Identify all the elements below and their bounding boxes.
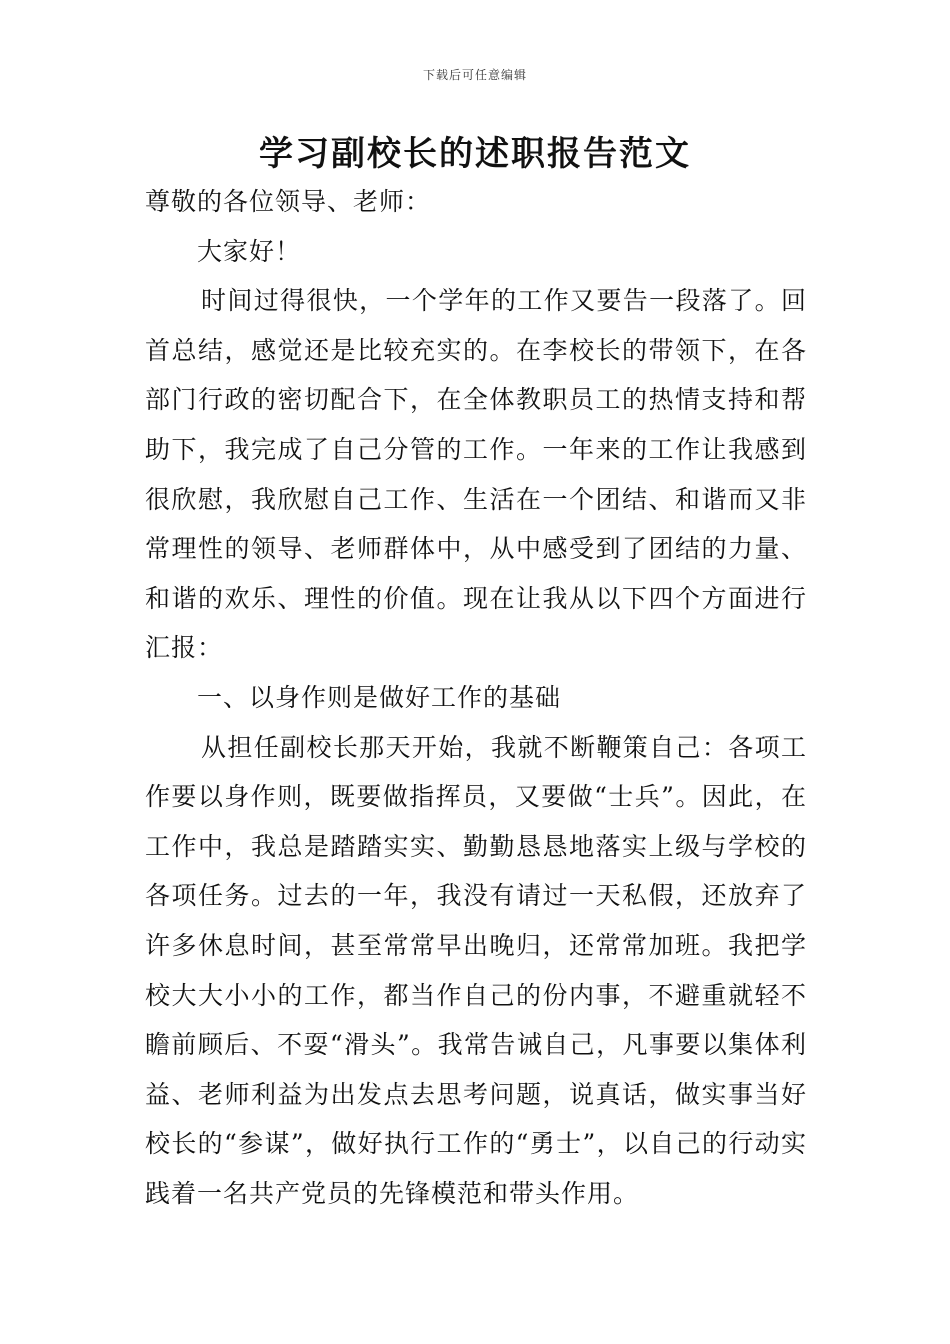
paragraph-section-one: 从担任副校长那天开始，我就不断鞭策自己：各项工作要以身作则，既要做指挥员，又要做“士兵”。因此，在工作中，我总是踏踏实实、勤勤恳恳地落实上级与学校的各项任务。过去的一年，我没有请过一天私假，还放弃了许多休息时间，甚至常常早出晚归，还常常加班。我把学校大大小小的工作，都当作自己的份内事，不避重就轻不瞻前顾后、不耍“滑头”。我常告诫自己，凡事要以集体利益、老师利益为出发点去思考问题，说真话，做实事当好校长的“参谋”，做好执行工作的“勇士”，以自己的行动实践着一名共产党员的先锋模范和带头作用。 [145,732,807,1208]
salutation: 尊敬的各位领导、老师： [145,187,432,216]
section-one-heading: 一、以身作则是做好工作的基础 [197,682,562,712]
paragraph-intro: 时间过得很快，一个学年的工作又要告一段落了。回首总结，感觉还是比较充实的。在李校长的带领下，在各部门行政的密切配合下，在全体教职员工的热情支持和帮助下，我完成了自己分管的工作。一年来的工作让我感到很欣慰，我欣慰自己工作、生活在一个团结、和谐而又非常理性的领导、老师群体中，从中感受到了团结的力量、和谐的欢乐、理性的价值。现在让我从以下四个方面进行汇报： [145,286,807,663]
greeting: 大家好！ [197,236,302,266]
header-note: 下载后可任意编辑 [422,68,527,82]
document-body [145,177,807,1218]
document-title: 学习副校长的述职报告范文 [259,134,691,174]
